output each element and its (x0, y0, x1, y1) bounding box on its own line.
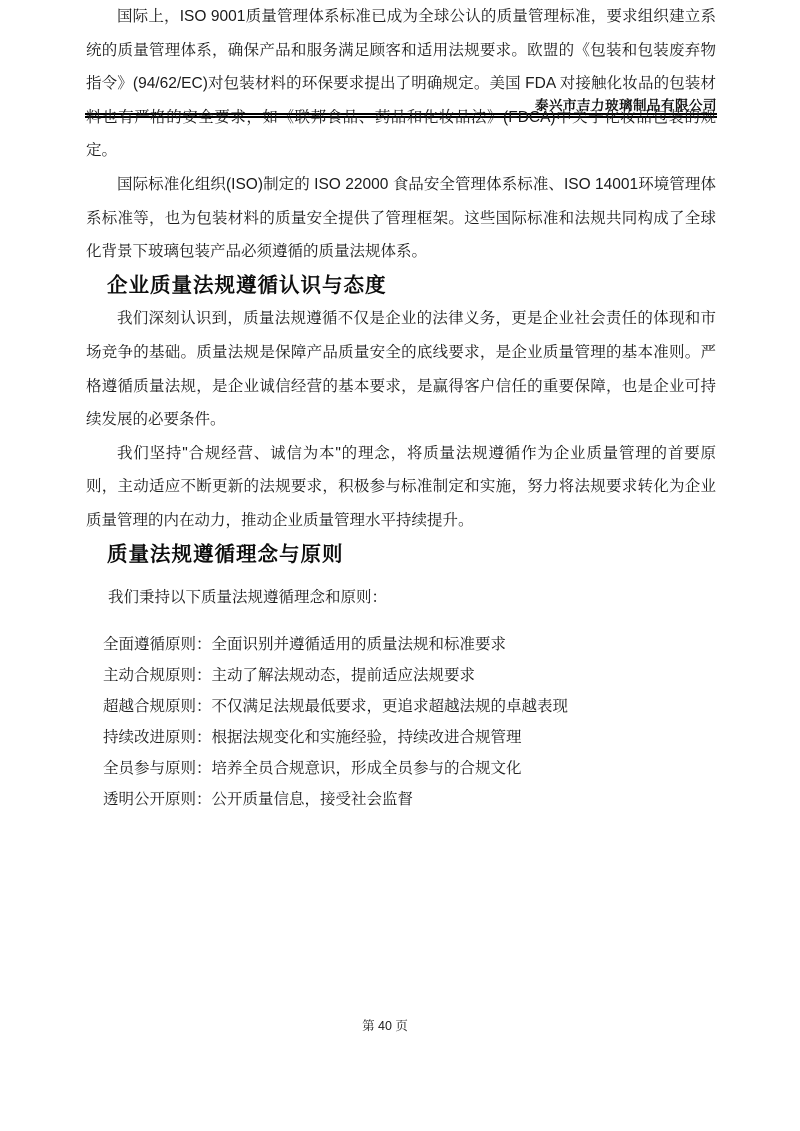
paragraph-international-standards: 国际上，ISO 9001质量管理体系标准已成为全球公认的质量管理标准，要求组织建立系统的质量管理体系，确保产品和服务满足顾客和适用法规要求。欧盟的《包装和包装废弃物指令》(94/62/EC)对包装材料的环保要求提出了明确规定。美国 FDA 对接触化妆品的包装材料也有严格的安全要求，如《联邦食品、药品和化妆品法》(FDCA)中关于化妆品包装的规定。 (86, 8, 716, 160)
principle-item-beyond-compliance: 超越合规原则：不仅满足法规最低要求，更追求超越法规的卓越表现 (103, 697, 569, 715)
paragraph-recognition: 我们深刻认识到，质量法规遵循不仅是企业的法律义务，更是企业社会责任的体现和市场竞争的基础。质量法规是保障产品质量安全的底线要求，是企业质量管理的基本准则。严格遵循质量法规，是企业诚信经营的基本要求，是赢得客户信任的重要保障，也是企业可持续发展的必要条件。 (86, 310, 716, 429)
principles-list (86, 629, 716, 815)
principle-item-continuous-improvement: 持续改进原则：根据法规变化和实施经验，持续改进合规管理 (103, 728, 522, 746)
principle-item-comprehensive: 全面遵循原则：全面识别并遵循适用的质量法规和标准要求 (103, 635, 507, 653)
header-company-name: 泰兴市吉力玻璃制品有限公司 (535, 98, 717, 113)
paragraph-iso-framework: 国际标准化组织(ISO)制定的 ISO 22000 食品安全管理体系标准、ISO 14001环境管理体系标准等，也为包装材料的质量安全提供了管理框架。这些国际标准和法规共同构成了全球化背景下玻璃包装产品必须遵循的质量法规体系。 (86, 175, 716, 261)
page-footer (0, 1016, 770, 1034)
section-heading-principles: 质量法规遵循理念与原则 (107, 542, 344, 566)
section-heading-attitude: 企业质量法规遵循认识与态度 (107, 273, 387, 297)
principle-item-transparency: 透明公开原则：公开质量信息，接受社会监督 (103, 790, 414, 808)
principle-item-full-participation: 全员参与原则：培养全员合规意识，形成全员参与的合规文化 (103, 759, 522, 777)
principles-intro: 我们秉持以下质量法规遵循理念和原则： (108, 589, 388, 607)
page-number: 第 40 页 (362, 1019, 408, 1033)
document-body (86, 0, 716, 815)
paragraph-philosophy: 我们坚持"合规经营、诚信为本"的理念，将质量法规遵循作为企业质量管理的首要原则，主动适应不断更新的法规要求，积极参与标准制定和实施，努力将法规要求转化为企业质量管理的内在动力，推动企业质量管理水平持续提升。 (86, 444, 716, 529)
principle-item-proactive: 主动合规原则：主动了解法规动态，提前适应法规要求 (103, 666, 476, 684)
